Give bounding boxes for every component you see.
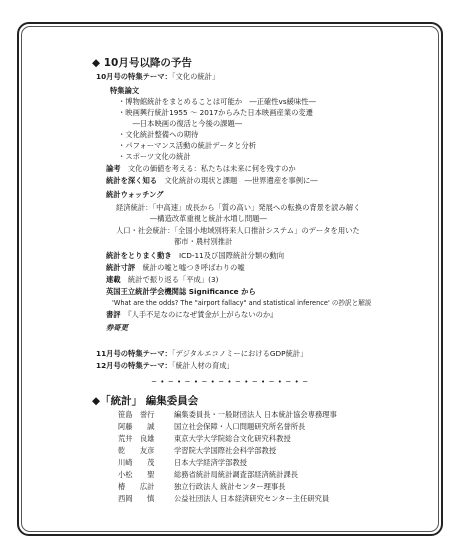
- handwritten-note: 券哥更: [106, 323, 128, 332]
- ronko-text: 文化の価値を考える：私たちは未来に何を残すのか: [127, 164, 296, 173]
- member-role: 公益社団法人 日本経済研究センター主任研究員: [174, 494, 330, 503]
- member-role: 独立行政法人 統計センター理事長: [174, 482, 286, 491]
- toriage-label: 統計をとりまく動き: [106, 251, 172, 260]
- rensai-line: [106, 275, 219, 285]
- member-role: 編集委員長・一般財団法人 日本統計協会専務理事: [174, 410, 337, 419]
- committee-heading: ◆「統計」 編集委員会: [92, 395, 199, 407]
- preview-heading: ◆ 10月号以降の予告: [92, 57, 192, 69]
- october-theme-label: 10月号の特集テーマ：: [96, 72, 172, 81]
- shiru-line: [106, 176, 318, 186]
- toriage-text: ICD-11及び国際統計分類の動向: [178, 251, 285, 260]
- member-name: 乾 友彦: [118, 446, 155, 455]
- article-4: ・パフォーマンス活動の統計データと分析: [118, 141, 257, 150]
- ronko-line: [106, 164, 296, 174]
- member-role: 国立社会保障・人口問題研究所名誉所長: [174, 422, 306, 431]
- november-theme-value: 「デジタルエコノミーにおけるGDP統計」: [171, 349, 308, 358]
- member-role: 総務省統計局統計調査部経済統計課長: [174, 470, 299, 479]
- rensai-text: 統計で振り返る「平成」(3): [127, 275, 219, 284]
- article-2-subtitle: ―日本映画の復活と今後の課題―: [118, 119, 243, 128]
- article-3: ・文化統計整備への期待: [118, 130, 199, 139]
- member-role: 東京大学大学院総合文化研究科教授: [174, 434, 291, 443]
- pop-subtitle: 都市・農村別推計: [174, 237, 233, 246]
- sunpyo-label: 統計寸評: [106, 263, 136, 272]
- article-2: ・映画興行統計1955 ～ 2017からみた日本映画産業の変遷: [118, 108, 314, 117]
- article-1: ・博物館統計をまとめることは可能か ―正確性vs緩味性―: [118, 97, 316, 106]
- december-theme-label: 12月号の特集テーマ：: [96, 361, 172, 370]
- ornament-divider: ─ • ─ • ─ • ─ • ─ • ─ • ─ • ─ • ─ • ─: [151, 378, 309, 386]
- watching-label: 統計ウォッチング: [106, 190, 164, 199]
- econ-line: [116, 203, 360, 213]
- member-name: 小松 聖: [118, 470, 155, 479]
- shohyo-line: [106, 310, 277, 320]
- econ-subtitle: ―構造改革重視と統計水増し問題―: [150, 214, 267, 223]
- sunpyo-text: 統計の嘘と嘘つき呼ばわりの嘘: [142, 263, 245, 272]
- member-role: 学習院大学国際社会科学部教授: [174, 446, 277, 455]
- member-name: 笹島 誉行: [118, 410, 155, 419]
- rensai-label: 連載: [106, 275, 121, 284]
- member-name: 荒井 良雄: [118, 434, 155, 443]
- shiru-label: 統計を深く知る: [106, 176, 158, 185]
- member-role: 日本大学経済学部教授: [174, 458, 247, 467]
- shiru-text: 文化統計の現状と課題 ―世界遺産を事例に―: [164, 176, 318, 185]
- member-name: 川崎 茂: [118, 458, 155, 467]
- member-name: 椿 広計: [118, 482, 155, 491]
- pop-label: 人口・社会統計：: [116, 226, 175, 235]
- shohyo-text: 『人手不足なのになぜ賃金が上がらないのか』: [127, 310, 278, 319]
- october-theme: [96, 72, 219, 82]
- november-theme: [96, 349, 307, 359]
- pop-line: [116, 226, 360, 236]
- shohyo-label: 書評: [106, 310, 121, 319]
- econ-label: 経済統計：: [116, 203, 153, 212]
- ronko-label: 論考: [106, 164, 121, 173]
- rss-label: 英国王立統計学会機関誌 Significance から: [106, 287, 256, 296]
- december-theme: [96, 361, 234, 371]
- november-theme-label: 11月号の特集テーマ：: [96, 349, 172, 358]
- rss-text: 'What are the odds? The "airport fallacy" and statistical inference' の抄訳と解説: [112, 299, 372, 307]
- feature-label: 特集論文: [110, 86, 140, 95]
- pop-text: 「全国小地域別将来人口推計システム」のデータを用いた: [174, 226, 360, 235]
- december-theme-value: 「統計人材の育成」: [171, 361, 234, 370]
- article-5: ・スポーツ文化の統計: [118, 152, 191, 161]
- sunpyo-line: [106, 263, 245, 273]
- toriage-line: [106, 251, 284, 261]
- member-name: 西岡 慎: [118, 494, 155, 503]
- october-theme-value: 「文化の統計」: [171, 72, 220, 81]
- econ-text: 「中高速」成長から「質の高い」発展への転換の背景を読み解く: [152, 203, 361, 212]
- member-name: 阿藤 誠: [118, 422, 155, 431]
